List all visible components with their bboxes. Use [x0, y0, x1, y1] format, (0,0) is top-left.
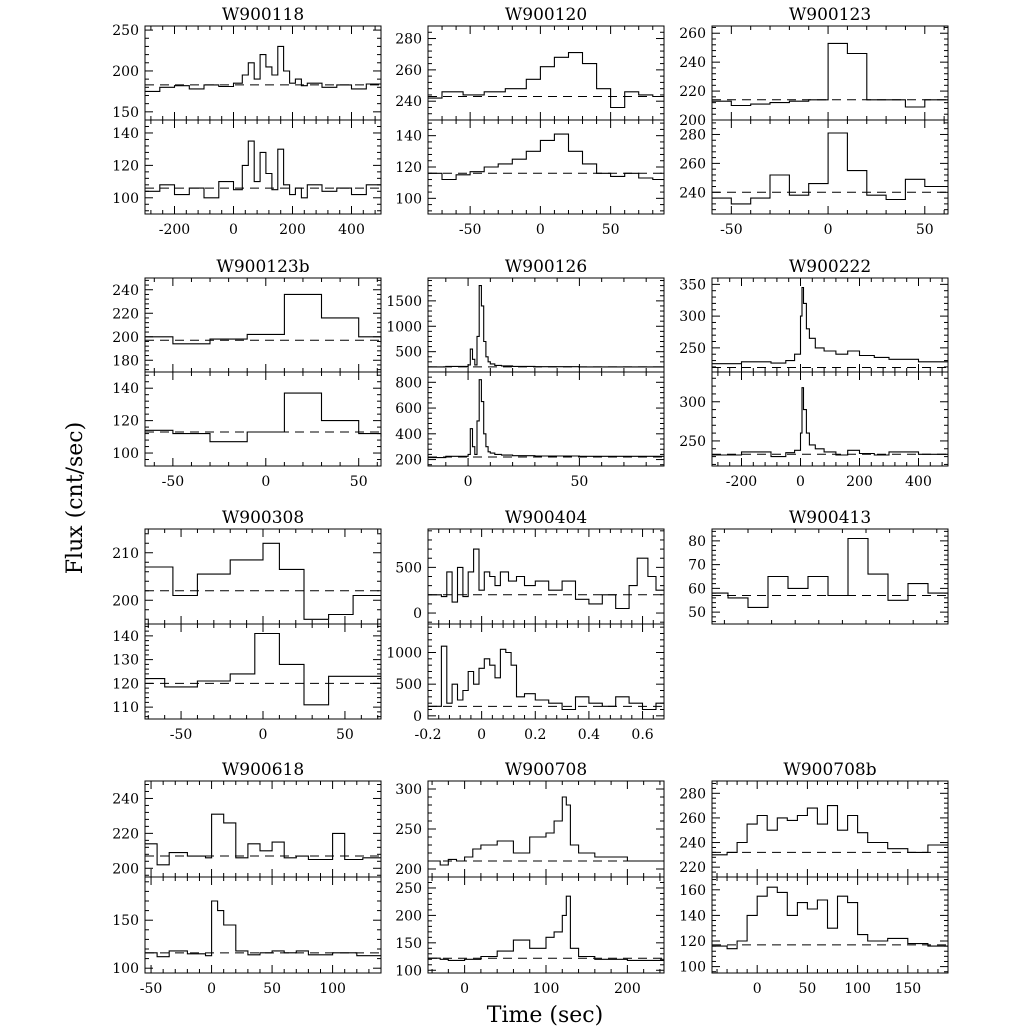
y-tick-label: 200: [112, 593, 139, 610]
y-tick-label: 200: [112, 861, 139, 878]
y-tick-label: 220: [112, 306, 139, 323]
y-tick-label: 100: [112, 446, 139, 463]
panel-bottom: [112, 120, 381, 214]
y-tick-label: 210: [112, 545, 139, 562]
x-tick-label: 0: [796, 474, 805, 490]
y-tick-label: 240: [112, 282, 139, 299]
y-tick-label: 110: [112, 700, 139, 717]
y-tick-label: 220: [679, 860, 706, 877]
y-tick-label: 140: [112, 628, 139, 645]
panel-top: [679, 26, 948, 129]
x-tick-label: 0.2: [524, 727, 547, 743]
light-curve-series: [428, 380, 664, 458]
x-tick-label: -200: [725, 474, 758, 490]
x-tick-label: 50: [570, 474, 589, 490]
panel-frame: [428, 372, 664, 466]
x-tick-label: 0: [477, 727, 487, 743]
panel-frame: [428, 624, 664, 719]
y-tick-label: 300: [679, 394, 706, 411]
y-tick-label: 1000: [386, 319, 422, 336]
panel-top: [679, 277, 948, 372]
chart-title: W900118: [221, 5, 305, 25]
panel-top: [386, 278, 664, 372]
y-tick-label: 130: [112, 652, 139, 669]
panel-top: [112, 781, 381, 877]
x-tick-label: 0: [823, 222, 833, 238]
x-tick-label: 400: [905, 474, 932, 490]
x-tick-label: -50: [169, 727, 193, 743]
x-tick-label: 50: [349, 474, 368, 490]
panel-frame: [145, 372, 381, 466]
chart-title: W900404: [504, 508, 588, 528]
chart-title: W900120: [504, 5, 588, 25]
y-tick-label: 280: [679, 786, 706, 803]
y-tick-label: 400: [395, 426, 422, 443]
light-curve-series: [145, 543, 381, 619]
x-tick-label: 0: [752, 981, 762, 997]
x-tick-label: -0.2: [414, 727, 442, 743]
y-tick-label: 120: [395, 160, 422, 176]
light-curve-series: [712, 133, 948, 204]
chart-title: W900123b: [216, 257, 310, 277]
y-tick-label: 220: [112, 826, 139, 843]
y-tick-label: 160: [679, 882, 706, 899]
y-tick-label: 200: [395, 862, 422, 878]
y-tick-label: 150: [112, 913, 139, 930]
x-tick-label: 0: [229, 222, 238, 238]
y-tick-label: 240: [679, 185, 706, 202]
y-tick-label: 200: [395, 908, 422, 925]
y-tick-label: 120: [112, 676, 139, 693]
x-tick-label: -50: [720, 222, 743, 238]
y-tick-label: 150: [395, 935, 422, 952]
x-tick-label: 50: [263, 981, 281, 997]
y-tick-label: 140: [679, 908, 706, 925]
y-tick-label: 200: [395, 452, 422, 469]
panel-bottom: [395, 372, 664, 469]
x-tick-label: 0: [463, 474, 473, 490]
y-tick-label: 100: [395, 191, 422, 208]
chart-title: W900708b: [783, 760, 877, 780]
chart-w900413: [688, 508, 948, 624]
y-tick-label: 240: [395, 94, 422, 111]
x-tick-label: 400: [338, 222, 365, 238]
panel-top: [112, 529, 381, 624]
x-axis-label: Time (sec): [486, 1003, 604, 1028]
panel-frame: [145, 26, 381, 120]
y-tick-label: 100: [395, 963, 422, 980]
panel-top: [679, 781, 948, 877]
chart-title: W900308: [221, 508, 305, 528]
x-tick-label: 50: [601, 222, 620, 238]
y-tick-label: 260: [679, 156, 706, 173]
x-tick-label: 0: [258, 727, 268, 743]
light-curve-series: [428, 646, 664, 709]
y-tick-label: 140: [112, 125, 139, 142]
y-tick-label: 140: [395, 128, 422, 145]
x-tick-label: -200: [158, 222, 191, 238]
light-curve-series: [712, 806, 948, 855]
x-tick-label: 50: [915, 222, 934, 238]
chart-w900118: [112, 5, 381, 238]
y-tick-label: 120: [679, 934, 706, 950]
y-tick-label: 250: [679, 433, 706, 450]
y-tick-label: 180: [112, 353, 139, 370]
panel-bottom: [679, 877, 948, 976]
panel-top: [395, 781, 664, 878]
panel-top: [395, 529, 664, 624]
chart-title: W900618: [221, 760, 305, 780]
y-tick-label: 70: [688, 557, 706, 574]
y-tick-label: 0: [413, 606, 422, 623]
y-tick-label: 240: [679, 835, 706, 852]
x-tick-label: 0.6: [631, 727, 654, 743]
y-tick-label: 0: [413, 708, 422, 725]
light-curve-series: [145, 901, 381, 957]
y-tick-label: 300: [679, 309, 706, 326]
y-tick-label: 100: [112, 190, 139, 207]
panel-bottom: [112, 877, 381, 977]
y-tick-label: 200: [679, 113, 706, 129]
light-curve-series: [712, 388, 948, 457]
panel-frame: [428, 278, 664, 372]
y-tick-label: 500: [395, 560, 422, 577]
y-tick-label: 350: [679, 277, 706, 294]
light-curve-series: [428, 797, 664, 865]
panel-bottom: [386, 624, 664, 725]
light-curve-series: [145, 393, 381, 442]
y-tick-label: 1000: [386, 645, 422, 662]
panel-frame: [145, 624, 381, 719]
chart-title: W900413: [788, 508, 872, 528]
y-tick-label: 220: [679, 84, 706, 101]
chart-title: W900126: [504, 257, 588, 277]
x-tick-label: 100: [844, 981, 871, 997]
y-tick-label: 140: [112, 381, 139, 398]
panel-frame: [145, 278, 381, 372]
chart-w900222: [679, 257, 948, 490]
x-tick-label: -50: [458, 222, 482, 238]
chart-w900308: [112, 508, 381, 743]
light-curve-series: [428, 134, 664, 179]
chart-title: W900123: [788, 5, 872, 25]
panel-frame: [712, 278, 948, 372]
chart-w900123b: [112, 257, 381, 490]
chart-w900120: [395, 5, 664, 238]
x-tick-label: 50: [798, 981, 817, 997]
y-axis-label: Flux (cnt/sec): [63, 421, 88, 575]
y-tick-label: 120: [112, 158, 139, 175]
x-tick-label: -50: [161, 474, 185, 490]
panel-bottom: [395, 877, 664, 979]
light-curve-series: [712, 43, 948, 107]
y-tick-label: 250: [395, 822, 422, 838]
light-curve-series: [428, 549, 664, 608]
y-tick-label: 250: [679, 340, 706, 357]
panel-frame: [712, 529, 948, 624]
y-tick-label: 260: [679, 26, 706, 43]
light-curve-series: [712, 539, 948, 608]
y-tick-label: 240: [112, 791, 139, 808]
x-tick-label: 100: [319, 981, 346, 997]
chart-w900126: [386, 257, 664, 490]
panel-bottom: [679, 372, 948, 466]
panel-frame: [428, 26, 664, 120]
y-tick-label: 100: [112, 961, 139, 978]
chart-w900123: [679, 5, 948, 238]
y-tick-label: 80: [688, 533, 706, 550]
panel-top: [395, 26, 664, 120]
x-tick-label: 150: [894, 981, 922, 997]
light-curve-series: [428, 286, 664, 367]
light-curve-series: [145, 141, 381, 198]
light-curve-series: [712, 288, 948, 364]
y-tick-label: 120: [112, 413, 139, 430]
y-tick-label: 50: [688, 605, 706, 622]
light-curve-series: [712, 887, 948, 949]
light-curve-series: [428, 53, 664, 108]
x-tick-label: 0.4: [577, 727, 601, 743]
y-tick-label: 100: [679, 959, 706, 976]
panel-frame: [145, 781, 381, 877]
y-tick-label: 260: [395, 62, 422, 79]
panel-bottom: [112, 624, 381, 719]
y-tick-label: 250: [112, 23, 139, 40]
y-tick-label: 600: [395, 401, 422, 418]
x-tick-label: 200: [279, 222, 306, 238]
y-tick-label: 1500: [386, 293, 422, 310]
light-curve-series: [145, 634, 381, 705]
x-tick-label: 0: [261, 474, 271, 490]
panel-frame: [428, 120, 664, 214]
panel-frame: [145, 877, 381, 973]
y-tick-label: 280: [679, 127, 706, 144]
panel-bottom: [112, 372, 381, 466]
light-curve-series: [145, 294, 381, 343]
y-tick-label: 500: [395, 344, 422, 361]
y-tick-label: 200: [112, 329, 139, 346]
light-curve-series: [145, 814, 381, 865]
panel-bottom: [395, 120, 664, 214]
panel-frame: [428, 781, 664, 877]
panel-top: [688, 529, 948, 624]
y-tick-label: 800: [395, 375, 422, 392]
y-tick-label: 250: [395, 880, 422, 897]
chart-w900708: [395, 760, 664, 997]
x-tick-label: 0: [535, 222, 545, 238]
x-tick-label: 200: [614, 981, 641, 997]
x-tick-label: 0: [207, 981, 217, 997]
chart-w900708b: [679, 760, 948, 997]
x-tick-label: 50: [336, 727, 354, 743]
panel-bottom: [679, 120, 948, 214]
y-tick-label: 300: [395, 782, 422, 798]
chart-title: W900708: [504, 760, 588, 780]
chart-w900618: [112, 760, 381, 997]
x-tick-label: 200: [846, 474, 873, 490]
x-tick-label: 100: [532, 981, 560, 997]
y-tick-label: 280: [395, 31, 422, 48]
chart-title: W900222: [788, 257, 872, 277]
x-tick-label: -50: [139, 981, 163, 997]
y-tick-label: 60: [688, 581, 706, 598]
light-curve-series: [428, 896, 664, 960]
panel-top: [112, 23, 381, 121]
panel-frame: [145, 120, 381, 214]
panel-frame: [712, 120, 948, 214]
y-tick-label: 150: [112, 104, 139, 121]
y-tick-label: 260: [679, 810, 706, 827]
chart-w900404: [386, 508, 664, 743]
panel-top: [112, 278, 381, 372]
y-tick-label: 500: [395, 677, 422, 694]
y-tick-label: 240: [679, 55, 706, 72]
y-tick-label: 200: [112, 63, 139, 80]
x-tick-label: 0: [460, 981, 470, 997]
